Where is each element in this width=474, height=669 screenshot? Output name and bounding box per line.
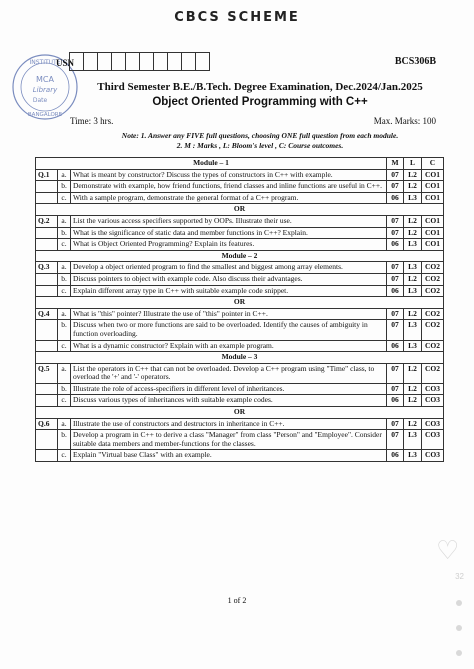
table-row (36, 239, 444, 251)
or-label: OR (36, 204, 444, 216)
marks-value: 07 (387, 169, 404, 181)
dot-icon (456, 600, 462, 606)
outcome-value: CO1 (422, 169, 444, 181)
part-label: a. (58, 308, 71, 320)
part-label: a. (58, 418, 71, 430)
table-row (36, 308, 444, 320)
part-label: a. (58, 169, 71, 181)
table-row (36, 340, 444, 352)
or-row (36, 204, 444, 216)
question-number (36, 227, 58, 239)
question-text: What is Object Oriented Programming? Explain its features. (71, 239, 387, 251)
question-number (36, 239, 58, 251)
part-label: a. (58, 262, 71, 274)
usn-box (125, 52, 140, 71)
table-row (36, 363, 444, 383)
outcome-value: CO3 (422, 450, 444, 462)
part-label: b. (58, 320, 71, 340)
table-row (36, 215, 444, 227)
part-label: a. (58, 215, 71, 227)
level-value: L2 (404, 363, 422, 383)
usn-box (181, 52, 196, 71)
question-text: Illustrate the role of access-specifiers in different level of inheritances. (71, 383, 387, 395)
exam-title: Third Semester B.E./B.Tech. Degree Examination, Dec.2024/Jan.2025 (97, 81, 423, 93)
module-title: Module – 1 (36, 158, 387, 170)
part-label: c. (58, 340, 71, 352)
part-label: c. (58, 192, 71, 204)
question-number: Q.1 (36, 169, 58, 181)
table-row (36, 273, 444, 285)
level-value: L2 (404, 418, 422, 430)
question-number: Q.2 (36, 215, 58, 227)
marks-value: 07 (387, 215, 404, 227)
usn-box (111, 52, 126, 71)
table-row (36, 450, 444, 462)
subject-title: Object Oriented Programming with C++ (152, 96, 368, 108)
outcome-value: CO2 (422, 308, 444, 320)
or-label: OR (36, 297, 444, 309)
level-value: L2 (404, 227, 422, 239)
outcome-value: CO1 (422, 215, 444, 227)
level-value: L2 (404, 383, 422, 395)
marks-value: 06 (387, 450, 404, 462)
paper-code: BCS306B (394, 56, 436, 67)
marks-value: 07 (387, 418, 404, 430)
question-text: Develop a program in C++ to derive a class "Manager" from class "Person" and "Employee". Consider suitable data members and member-functions for the classes. (71, 430, 387, 450)
question-number (36, 273, 58, 285)
table-row (36, 383, 444, 395)
part-label: c. (58, 450, 71, 462)
part-label: c. (58, 239, 71, 251)
col-m-header: M (387, 158, 404, 170)
part-label: b. (58, 273, 71, 285)
usn-box (139, 52, 154, 71)
part-label: b. (58, 430, 71, 450)
question-table (35, 157, 444, 462)
table-row (36, 227, 444, 239)
usn-label: USN (56, 58, 75, 68)
question-number (36, 430, 58, 450)
marks-value: 06 (387, 285, 404, 297)
col-l-header: L (404, 158, 422, 170)
outcome-value: CO3 (422, 383, 444, 395)
question-text: List the operators in C++ that can not be overloaded. Develop a C++ program using "Time" class, to overload the '+' and '-' operators. (71, 363, 387, 383)
level-value: L3 (404, 239, 422, 251)
outcome-value: CO2 (422, 320, 444, 340)
marks-value: 06 (387, 340, 404, 352)
level-value: L2 (404, 308, 422, 320)
svg-text:INSTITUTE: INSTITUTE (29, 59, 61, 66)
module-header-row (36, 250, 444, 262)
part-label: b. (58, 181, 71, 193)
marks-value: 06 (387, 395, 404, 407)
usn-box (195, 52, 210, 71)
like-count: 32 (455, 572, 464, 581)
dot-icon (456, 625, 462, 631)
outcome-value: CO1 (422, 239, 444, 251)
part-label: b. (58, 383, 71, 395)
heart-icon[interactable]: ♡ (436, 536, 460, 565)
marks-value: 06 (387, 192, 404, 204)
note-line-1: Note: 1. Answer any FIVE full questions, choosing ONE full question from each module. (121, 131, 399, 140)
level-value: L2 (404, 215, 422, 227)
marks-value: 07 (387, 383, 404, 395)
or-row (36, 297, 444, 309)
svg-text:BANGALORE: BANGALORE (27, 112, 63, 118)
level-value: L3 (404, 340, 422, 352)
question-number (36, 450, 58, 462)
part-label: a. (58, 363, 71, 383)
marks-value: 07 (387, 262, 404, 274)
outcome-value: CO2 (422, 285, 444, 297)
outcome-value: CO3 (422, 430, 444, 450)
question-text: List the various access specifiers supported by OOPs. Illustrate their use. (71, 215, 387, 227)
marks-value: 07 (387, 363, 404, 383)
marks-value: 07 (387, 320, 404, 340)
outcome-value: CO2 (422, 273, 444, 285)
question-number: Q.6 (36, 418, 58, 430)
module-title: Module – 3 (36, 352, 444, 364)
usn-box (167, 52, 182, 71)
question-text: With a sample program, demonstrate the general format of a C++ program. (71, 192, 387, 204)
question-text: Develop a object oriented program to find the smallest and biggest among array elements. (71, 262, 387, 274)
module-header-row (36, 352, 444, 364)
col-c-header: C (422, 158, 444, 170)
level-value: L2 (404, 169, 422, 181)
svg-text:Library: Library (32, 86, 58, 94)
question-text: What is a dynamic constructor? Explain with an example program. (71, 340, 387, 352)
question-number (36, 340, 58, 352)
question-number (36, 395, 58, 407)
marks-value: 07 (387, 308, 404, 320)
svg-text:MCA: MCA (36, 75, 54, 84)
question-number (36, 383, 58, 395)
table-row (36, 169, 444, 181)
question-text: Demonstrate with example, how friend functions, friend classes and inline functions are useful in C++. (71, 181, 387, 193)
table-row (36, 192, 444, 204)
level-value: L2 (404, 273, 422, 285)
time-label: Time: 3 hrs. (70, 116, 114, 126)
table-row (36, 285, 444, 297)
marks-value: 07 (387, 181, 404, 193)
svg-text:Date: Date (32, 97, 48, 104)
level-value: L3 (404, 285, 422, 297)
max-marks-label: Max. Marks: 100 (373, 116, 436, 126)
marks-value: 06 (387, 239, 404, 251)
scheme-title: CBCS SCHEME (174, 10, 300, 25)
marks-value: 07 (387, 227, 404, 239)
note-line-2: 2. M : Marks , L: Bloom's level , C: Course outcomes. (176, 140, 344, 150)
question-number: Q.3 (36, 262, 58, 274)
marks-value: 07 (387, 430, 404, 450)
outcome-value: CO1 (422, 192, 444, 204)
outcome-value: CO1 (422, 181, 444, 193)
usn-box (69, 52, 84, 71)
module-title: Module – 2 (36, 250, 444, 262)
question-number: Q.5 (36, 363, 58, 383)
level-value: L3 (404, 430, 422, 450)
table-row (36, 418, 444, 430)
or-label: OR (36, 407, 444, 419)
outcome-value: CO2 (422, 262, 444, 274)
question-text: What is "this" pointer? Illustrate the use of "this" pointer in C++. (71, 308, 387, 320)
part-label: c. (58, 395, 71, 407)
usn-box (83, 52, 98, 71)
usn-box (97, 52, 112, 71)
usn-boxes (70, 52, 210, 71)
level-value: L3 (404, 262, 422, 274)
marks-value: 07 (387, 273, 404, 285)
question-text: What is meant by constructor? Discuss the types of constructors in C++ with example. (71, 169, 387, 181)
question-text: Explain different array type in C++ with suitable example code snippet. (71, 285, 387, 297)
question-number (36, 320, 58, 340)
question-text: Explain "Virtual base Class" with an example. (71, 450, 387, 462)
table-row (36, 181, 444, 193)
table-row (36, 262, 444, 274)
or-row (36, 407, 444, 419)
outcome-value: CO3 (422, 395, 444, 407)
question-text: Discuss various types of inheritances with suitable example codes. (71, 395, 387, 407)
usn-box (153, 52, 168, 71)
level-value: L2 (404, 181, 422, 193)
outcome-value: CO2 (422, 340, 444, 352)
module-header-row (36, 158, 444, 170)
page-number: 1 of 2 (227, 596, 247, 605)
question-text: Illustrate the use of constructors and destructors in inheritance in C++. (71, 418, 387, 430)
level-value: L3 (404, 192, 422, 204)
question-number: Q.4 (36, 308, 58, 320)
outcome-value: CO1 (422, 227, 444, 239)
outcome-value: CO3 (422, 418, 444, 430)
question-text: What is the significance of static data and member functions in C++? Explain. (71, 227, 387, 239)
table-row (36, 395, 444, 407)
question-number (36, 285, 58, 297)
dot-icon (456, 650, 462, 656)
question-text: Discuss pointers to object with example code. Also discuss their advantages. (71, 273, 387, 285)
level-value: L3 (404, 450, 422, 462)
question-text: Discuss when two or more functions are said to be overloaded. Identify the causes of ambiguity in function overloading. (71, 320, 387, 340)
table-row (36, 430, 444, 450)
instructions-note (60, 131, 460, 150)
question-number (36, 192, 58, 204)
part-label: b. (58, 227, 71, 239)
table-row (36, 320, 444, 340)
part-label: c. (58, 285, 71, 297)
question-number (36, 181, 58, 193)
level-value: L2 (404, 395, 422, 407)
outcome-value: CO2 (422, 363, 444, 383)
level-value: L3 (404, 320, 422, 340)
